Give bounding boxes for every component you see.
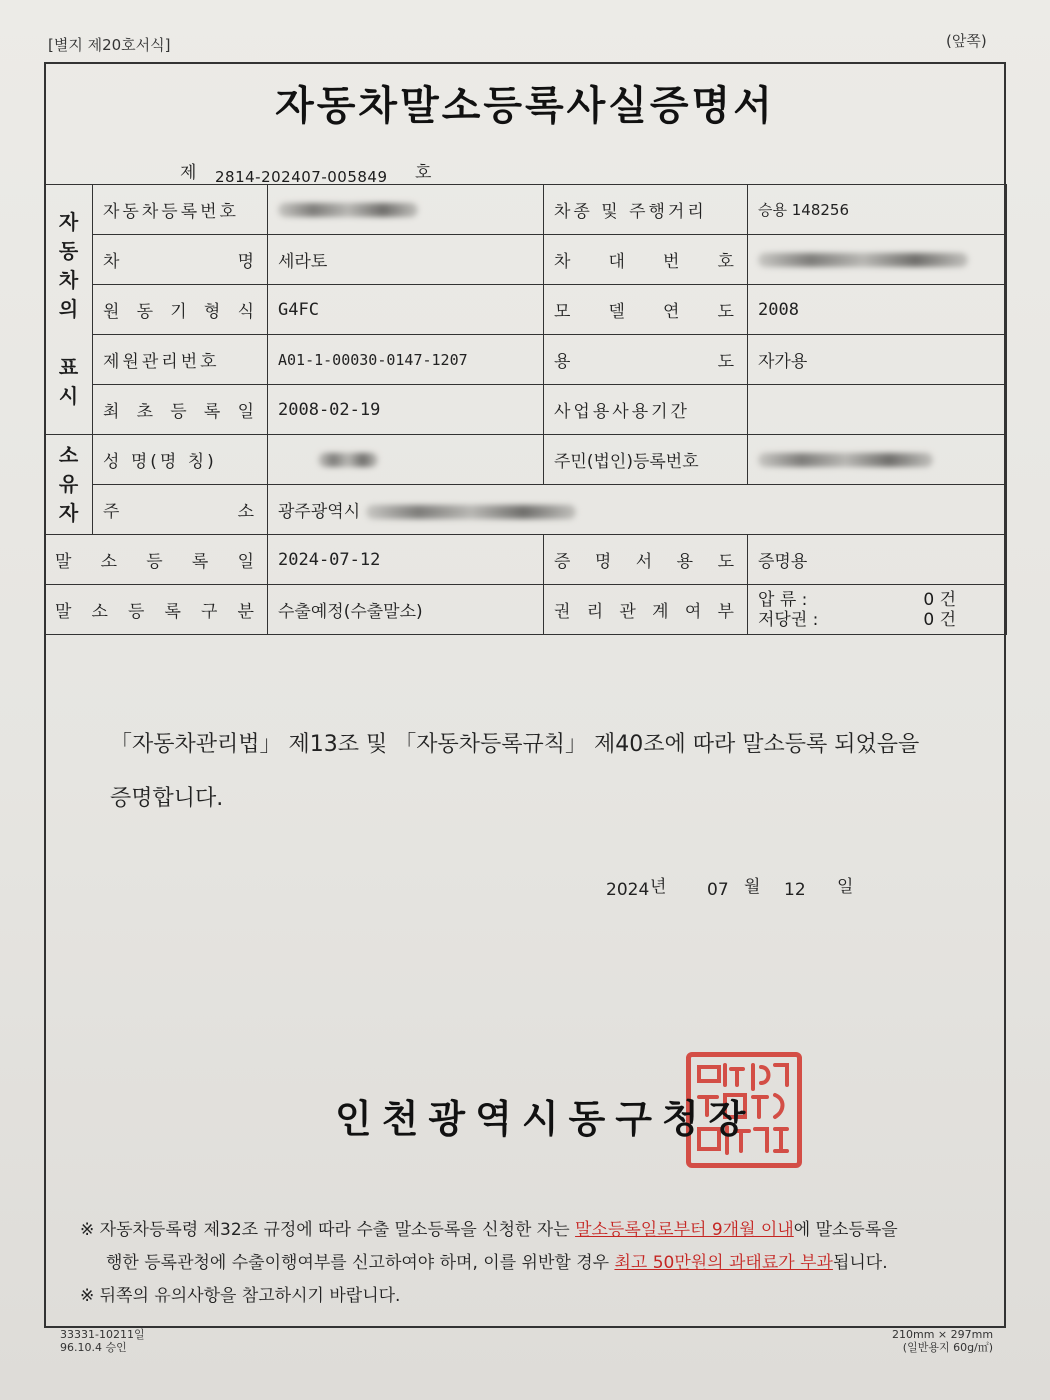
table-row — [45, 435, 1007, 485]
address-city: 광주광역시 — [278, 502, 361, 522]
statement-line-1: 「자동차관리법」 제13조 및 「자동차등록규칙」 제40조에 따라 말소등록 되었음을 — [110, 732, 920, 757]
table-row — [45, 535, 1007, 585]
redacted-mark — [758, 453, 933, 467]
table-row — [45, 235, 1007, 285]
issue-month: 07 — [707, 880, 729, 900]
table-row — [45, 485, 1007, 535]
usage-value: 자가용 — [748, 335, 1007, 385]
deregistration-date-label: 말 소 등 록 일 — [45, 535, 268, 585]
redacted-mark — [318, 453, 378, 467]
seizure-unit: 건 — [939, 589, 956, 610]
issue-day-unit: 일 — [837, 877, 854, 897]
purpose-label: 증 명 서 용 도 — [544, 535, 748, 585]
car-name-value: 세라토 — [268, 235, 544, 285]
model-year-label: 모 델 연 도 — [544, 285, 748, 335]
engine-type-value: G4FC — [268, 285, 544, 335]
spec-number-value: A01-1-00030-0147-1207 — [268, 335, 544, 385]
table-row — [45, 335, 1007, 385]
page-side-label: (앞쪽) — [946, 32, 987, 50]
car-name-label: 차 명 — [93, 235, 268, 285]
vin-value — [748, 235, 1007, 285]
footer-code: 33331-10211일 — [60, 1328, 145, 1341]
issue-year: 2024 — [606, 880, 650, 900]
first-registration-value: 2008-02-19 — [268, 385, 544, 435]
spec-number-label: 제원관리번호 — [93, 335, 268, 385]
notice-text: ※ 자동차등록령 제32조 규정에 따라 수출 말소등록을 신청한 자는 — [80, 1220, 576, 1240]
owner-name-label: 성 명(명 칭) — [93, 435, 268, 485]
address-label: 주 소 — [93, 485, 268, 535]
certification-statement — [110, 718, 970, 826]
notice-text: 행한 등록관청에 수출이행여부를 신고하여야 하며, 이를 위반할 경우 — [106, 1253, 615, 1273]
doc-number-suffix: 호 — [415, 163, 432, 183]
issue-year-unit: 년 — [650, 877, 667, 897]
doc-number: 2814-202407-005849 — [215, 168, 388, 186]
rights-value — [748, 585, 1007, 635]
redacted-mark — [758, 253, 968, 267]
type-mileage-value: 승용 148256 — [748, 185, 1007, 235]
redacted-mark — [278, 203, 418, 217]
vin-label: 차 대 번 호 — [544, 235, 748, 285]
type-mileage-label: 차종 및 주행거리 — [544, 185, 748, 235]
issue-month-unit: 월 — [744, 877, 761, 897]
table-row — [45, 385, 1007, 435]
notice-block — [80, 1214, 980, 1313]
rights-label: 권 리 관 계 여 부 — [544, 585, 748, 635]
plate-number-label: 자동차등록번호 — [93, 185, 268, 235]
footer-form-code — [60, 1328, 145, 1354]
statement-line-2: 증명합니다. — [110, 786, 224, 811]
notice-line-2 — [80, 1247, 980, 1280]
business-period-value — [748, 385, 1007, 435]
form-number: [별지 제20호서식] — [48, 36, 171, 54]
address-value — [268, 485, 1007, 535]
seizure-label: 압 류 : — [758, 589, 808, 610]
notice-line-3: ※ 뒤쪽의 유의사항을 참고하시기 바랍니다. — [80, 1286, 401, 1306]
mortgage-count: 0 — [923, 609, 935, 630]
table-row — [45, 185, 1007, 235]
deregistration-date-value: 2024-07-12 — [268, 535, 544, 585]
issue-day: 12 — [784, 880, 806, 900]
footer-approval: 96.10.4 승인 — [60, 1341, 127, 1354]
purpose-value: 증명용 — [748, 535, 1007, 585]
mortgage-unit: 건 — [939, 609, 956, 630]
owner-section-label: 소 유 자 — [45, 435, 93, 535]
owner-id-label: 주민(법인)등록번호 — [544, 435, 748, 485]
notice-line-1 — [80, 1214, 980, 1247]
deregistration-type-label: 말 소 등 록 구 분 — [45, 585, 268, 635]
paper-weight: (일반용지 60g/㎡) — [902, 1341, 994, 1354]
notice-highlight: 말소등록일로부터 9개월 이내 — [575, 1220, 794, 1240]
mortgage-label: 저당권 : — [758, 609, 819, 630]
owner-id-value — [748, 435, 1007, 485]
deregistration-type-value: 수출예정(수출말소) — [268, 585, 544, 635]
issuing-authority: 인천광역시동구청장 — [335, 1096, 756, 1141]
table-row — [45, 285, 1007, 335]
model-year-value: 2008 — [748, 285, 1007, 335]
engine-type-label: 원 동 기 형 식 — [93, 285, 268, 335]
table-row — [45, 585, 1007, 635]
footer-paper-spec — [892, 1328, 993, 1354]
document-title: 자동차말소등록사실증명서 — [275, 82, 775, 129]
seizure-row — [758, 590, 996, 610]
first-registration-label: 최 초 등 록 일 — [93, 385, 268, 435]
notice-highlight: 최고 50만원의 과태료가 부과 — [614, 1253, 833, 1273]
owner-name-value — [268, 435, 544, 485]
mortgage-row — [758, 610, 996, 630]
notice-text: 에 말소등록을 — [793, 1220, 898, 1240]
redacted-mark — [366, 505, 576, 519]
business-period-label: 사업용사용기간 — [544, 385, 748, 435]
plate-number-value — [268, 185, 544, 235]
doc-number-prefix: 제 — [180, 163, 197, 183]
vehicle-section-label: 자 동 차 의 표 시 — [45, 185, 93, 435]
seizure-count: 0 — [923, 589, 935, 610]
usage-label: 용 도 — [544, 335, 748, 385]
paper-size: 210mm × 297mm — [892, 1328, 994, 1341]
certificate-table — [44, 184, 1007, 635]
notice-text: 됩니다. — [832, 1253, 888, 1273]
